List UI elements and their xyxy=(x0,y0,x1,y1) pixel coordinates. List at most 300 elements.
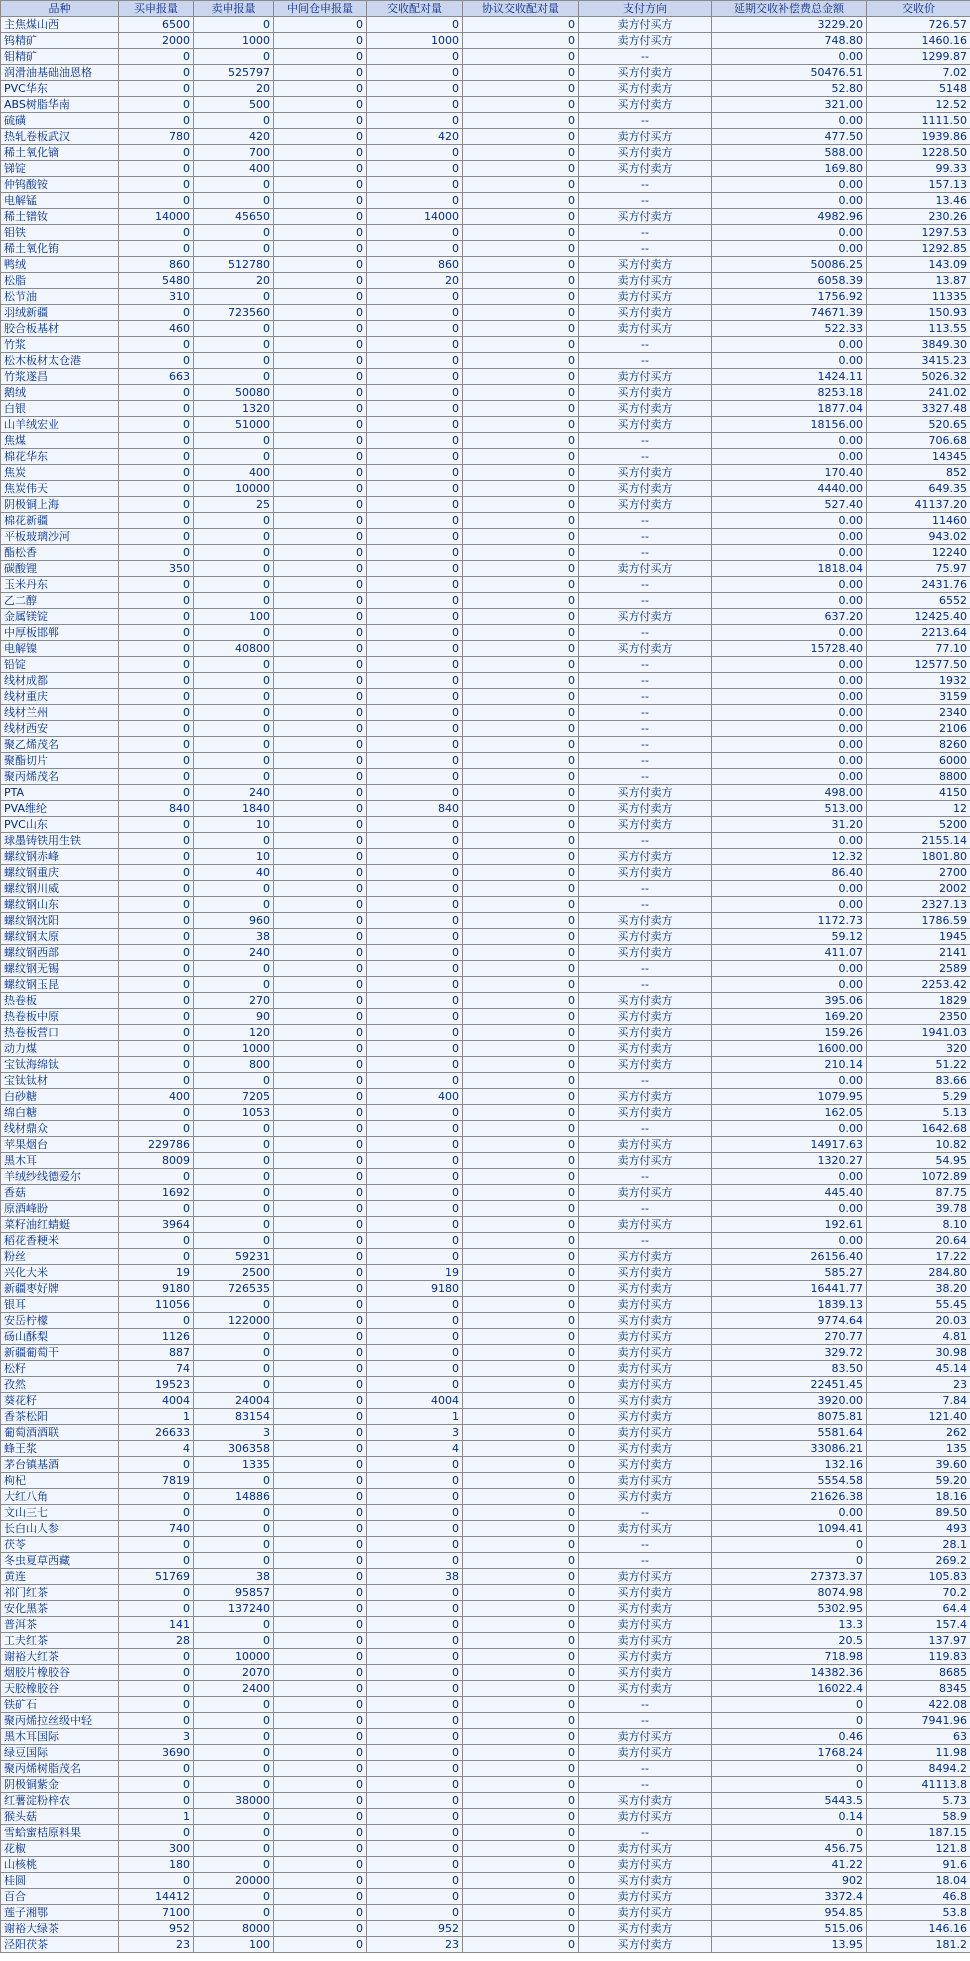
pay-direction-cell: -- xyxy=(579,1697,712,1713)
table-row xyxy=(1,1473,970,1489)
compensation-cell: 0.00 xyxy=(712,753,867,769)
delivery-price-cell: 143.09 xyxy=(867,257,970,273)
compensation-cell: 41.22 xyxy=(712,1857,867,1873)
buy-qty-cell: 0 xyxy=(119,193,194,209)
variety-cell: 电解锰 xyxy=(1,193,119,209)
table-row xyxy=(1,945,970,961)
variety-cell: 雪蛤蜜桔原料果 xyxy=(1,1825,119,1841)
mid-qty-cell: 0 xyxy=(274,1201,367,1217)
pay-direction-cell: -- xyxy=(579,769,712,785)
compensation-cell: 1424.11 xyxy=(712,369,867,385)
agreement-qty-cell: 0 xyxy=(463,513,579,529)
table-row xyxy=(1,1841,970,1857)
mid-qty-cell: 0 xyxy=(274,305,367,321)
compensation-cell: 0.00 xyxy=(712,113,867,129)
compensation-cell: 456.75 xyxy=(712,1841,867,1857)
pay-direction-cell: 卖方付买方 xyxy=(579,561,712,577)
variety-cell: 安化黑茶 xyxy=(1,1601,119,1617)
buy-qty-cell: 0 xyxy=(119,1553,194,1569)
match-qty-cell: 0 xyxy=(367,1041,463,1057)
variety-cell: 棉花华东 xyxy=(1,449,119,465)
delivery-price-cell: 121.8 xyxy=(867,1841,970,1857)
agreement-qty-cell: 0 xyxy=(463,1313,579,1329)
compensation-cell: 0.00 xyxy=(712,1121,867,1137)
delivery-price-cell: 1460.16 xyxy=(867,33,970,49)
buy-qty-cell: 0 xyxy=(119,481,194,497)
match-qty-cell: 9180 xyxy=(367,1281,463,1297)
buy-qty-cell: 6500 xyxy=(119,17,194,33)
table-row xyxy=(1,625,970,641)
compensation-cell: 16022.4 xyxy=(712,1681,867,1697)
compensation-cell: 0.00 xyxy=(712,1073,867,1089)
delivery-price-cell: 8494.2 xyxy=(867,1761,970,1777)
compensation-cell: 21626.38 xyxy=(712,1489,867,1505)
pay-direction-cell: 买方付卖方 xyxy=(579,817,712,833)
mid-qty-cell: 0 xyxy=(274,1233,367,1249)
buy-qty-cell: 0 xyxy=(119,897,194,913)
compensation-cell: 52.80 xyxy=(712,81,867,97)
variety-cell: 蜂王浆 xyxy=(1,1441,119,1457)
variety-cell: 羽绒新疆 xyxy=(1,305,119,321)
buy-qty-cell: 0 xyxy=(119,241,194,257)
delivery-price-cell: 53.8 xyxy=(867,1905,970,1921)
delivery-price-cell: 269.2 xyxy=(867,1553,970,1569)
delivery-price-cell: 4.81 xyxy=(867,1329,970,1345)
pay-direction-cell: 卖方付买方 xyxy=(579,1809,712,1825)
compensation-cell: 1079.95 xyxy=(712,1089,867,1105)
pay-direction-cell: -- xyxy=(579,1201,712,1217)
match-qty-cell: 0 xyxy=(367,1313,463,1329)
compensation-cell: 0.00 xyxy=(712,977,867,993)
buy-qty-cell: 0 xyxy=(119,305,194,321)
variety-cell: 螺纹钢无锡 xyxy=(1,961,119,977)
variety-cell: 红薯淀粉梓农 xyxy=(1,1793,119,1809)
table-row xyxy=(1,1505,970,1521)
agreement-qty-cell: 0 xyxy=(463,881,579,897)
pay-direction-cell: 买方付卖方 xyxy=(579,305,712,321)
mid-qty-cell: 0 xyxy=(274,1073,367,1089)
buy-qty-cell: 0 xyxy=(119,1025,194,1041)
mid-qty-cell: 0 xyxy=(274,641,367,657)
agreement-qty-cell: 0 xyxy=(463,1761,579,1777)
mid-qty-cell: 0 xyxy=(274,881,367,897)
agreement-qty-cell: 0 xyxy=(463,1073,579,1089)
variety-cell: 碳酸锂 xyxy=(1,561,119,577)
compensation-cell: 0.00 xyxy=(712,593,867,609)
agreement-qty-cell: 0 xyxy=(463,1409,579,1425)
compensation-cell: 0.14 xyxy=(712,1809,867,1825)
pay-direction-cell: 卖方付买方 xyxy=(579,1425,712,1441)
pay-direction-cell: 卖方付买方 xyxy=(579,1905,712,1921)
delivery-price-cell: 20.64 xyxy=(867,1233,970,1249)
agreement-qty-cell: 0 xyxy=(463,1265,579,1281)
buy-qty-cell: 2000 xyxy=(119,33,194,49)
table-row xyxy=(1,1889,970,1905)
variety-cell: 润滑油基础油恩格 xyxy=(1,65,119,81)
pay-direction-cell: -- xyxy=(579,689,712,705)
buy-qty-cell: 0 xyxy=(119,977,194,993)
compensation-cell: 527.40 xyxy=(712,497,867,513)
pay-direction-cell: -- xyxy=(579,177,712,193)
match-qty-cell: 952 xyxy=(367,1921,463,1937)
pay-direction-cell: 买方付卖方 xyxy=(579,81,712,97)
delivery-price-cell: 1786.59 xyxy=(867,913,970,929)
table-row xyxy=(1,737,970,753)
agreement-qty-cell: 0 xyxy=(463,1777,579,1793)
sell-qty-cell: 0 xyxy=(194,1745,274,1761)
buy-qty-cell: 740 xyxy=(119,1521,194,1537)
table-row xyxy=(1,481,970,497)
table-row xyxy=(1,849,970,865)
variety-cell: 焦煤 xyxy=(1,433,119,449)
table-row xyxy=(1,1537,970,1553)
variety-cell: 螺纹钢西部 xyxy=(1,945,119,961)
variety-cell: 绿豆国际 xyxy=(1,1745,119,1761)
table-row xyxy=(1,65,970,81)
mid-qty-cell: 0 xyxy=(274,209,367,225)
agreement-qty-cell: 0 xyxy=(463,1377,579,1393)
mid-qty-cell: 0 xyxy=(274,1793,367,1809)
delivery-price-cell: 2431.76 xyxy=(867,577,970,593)
table-row xyxy=(1,1025,970,1041)
buy-qty-cell: 0 xyxy=(119,433,194,449)
variety-cell: 苹果烟台 xyxy=(1,1137,119,1153)
buy-qty-cell: 0 xyxy=(119,1873,194,1889)
sell-qty-cell: 270 xyxy=(194,993,274,1009)
buy-qty-cell: 0 xyxy=(119,1601,194,1617)
variety-cell: 文山三七 xyxy=(1,1505,119,1521)
pay-direction-cell: 卖方付买方 xyxy=(579,1889,712,1905)
variety-cell: 线材成都 xyxy=(1,673,119,689)
table-row xyxy=(1,1089,970,1105)
agreement-qty-cell: 0 xyxy=(463,929,579,945)
pay-direction-cell: -- xyxy=(579,1169,712,1185)
mid-qty-cell: 0 xyxy=(274,817,367,833)
match-qty-cell: 0 xyxy=(367,1841,463,1857)
variety-cell: 螺纹钢川威 xyxy=(1,881,119,897)
mid-qty-cell: 0 xyxy=(274,865,367,881)
buy-qty-cell: 0 xyxy=(119,545,194,561)
compensation-cell: 718.98 xyxy=(712,1649,867,1665)
compensation-cell: 0 xyxy=(712,1697,867,1713)
agreement-qty-cell: 0 xyxy=(463,1329,579,1345)
variety-cell: 枸杞 xyxy=(1,1473,119,1489)
sell-qty-cell: 0 xyxy=(194,337,274,353)
compensation-cell: 0.00 xyxy=(712,49,867,65)
mid-qty-cell: 0 xyxy=(274,497,367,513)
match-qty-cell: 0 xyxy=(367,1489,463,1505)
table-row xyxy=(1,705,970,721)
match-qty-cell: 0 xyxy=(367,193,463,209)
delivery-price-cell: 20.03 xyxy=(867,1313,970,1329)
buy-qty-cell: 3964 xyxy=(119,1217,194,1233)
table-row xyxy=(1,1585,970,1601)
match-qty-cell: 3 xyxy=(367,1425,463,1441)
delivery-price-cell: 18.16 xyxy=(867,1489,970,1505)
compensation-cell: 9774.64 xyxy=(712,1313,867,1329)
buy-qty-cell: 7819 xyxy=(119,1473,194,1489)
table-row xyxy=(1,897,970,913)
pay-direction-cell: -- xyxy=(579,705,712,721)
pay-direction-cell: 买方付卖方 xyxy=(579,1441,712,1457)
mid-qty-cell: 0 xyxy=(274,353,367,369)
compensation-cell: 588.00 xyxy=(712,145,867,161)
agreement-qty-cell: 0 xyxy=(463,1681,579,1697)
agreement-qty-cell: 0 xyxy=(463,241,579,257)
agreement-qty-cell: 0 xyxy=(463,1489,579,1505)
agreement-qty-cell: 0 xyxy=(463,257,579,273)
delivery-price-cell: 2141 xyxy=(867,945,970,961)
table-row xyxy=(1,1313,970,1329)
delivery-price-cell: 422.08 xyxy=(867,1697,970,1713)
match-qty-cell: 0 xyxy=(367,593,463,609)
delivery-price-cell: 28.1 xyxy=(867,1537,970,1553)
match-qty-cell: 0 xyxy=(367,1553,463,1569)
compensation-cell: 8074.98 xyxy=(712,1585,867,1601)
delivery-price-cell: 58.9 xyxy=(867,1809,970,1825)
delivery-price-cell: 2213.64 xyxy=(867,625,970,641)
buy-qty-cell: 0 xyxy=(119,1505,194,1521)
pay-direction-cell: -- xyxy=(579,593,712,609)
pay-direction-cell: 买方付卖方 xyxy=(579,145,712,161)
delivery-price-cell: 150.93 xyxy=(867,305,970,321)
delivery-price-cell: 5148 xyxy=(867,81,970,97)
mid-qty-cell: 0 xyxy=(274,17,367,33)
compensation-cell: 15728.40 xyxy=(712,641,867,657)
buy-qty-cell: 0 xyxy=(119,1105,194,1121)
agreement-qty-cell: 0 xyxy=(463,1441,579,1457)
sell-qty-cell: 0 xyxy=(194,1905,274,1921)
agreement-qty-cell: 0 xyxy=(463,1137,579,1153)
compensation-cell: 27373.37 xyxy=(712,1569,867,1585)
mid-qty-cell: 0 xyxy=(274,465,367,481)
buy-qty-cell: 3 xyxy=(119,1729,194,1745)
delivery-price-cell: 12425.40 xyxy=(867,609,970,625)
delivery-price-cell: 135 xyxy=(867,1441,970,1457)
pay-direction-cell: 买方付卖方 xyxy=(579,1489,712,1505)
mid-qty-cell: 0 xyxy=(274,449,367,465)
sell-qty-cell: 0 xyxy=(194,689,274,705)
match-qty-cell: 0 xyxy=(367,97,463,113)
buy-qty-cell: 0 xyxy=(119,1073,194,1089)
agreement-qty-cell: 0 xyxy=(463,1153,579,1169)
variety-cell: 线材西安 xyxy=(1,721,119,737)
match-qty-cell: 0 xyxy=(367,689,463,705)
buy-qty-cell: 0 xyxy=(119,401,194,417)
variety-cell: 百合 xyxy=(1,1889,119,1905)
delivery-price-cell: 649.35 xyxy=(867,481,970,497)
match-qty-cell: 840 xyxy=(367,801,463,817)
pay-direction-cell: 买方付卖方 xyxy=(579,1281,712,1297)
match-qty-cell: 0 xyxy=(367,1825,463,1841)
buy-qty-cell: 0 xyxy=(119,737,194,753)
buy-qty-cell: 0 xyxy=(119,529,194,545)
delivery-price-cell: 77.10 xyxy=(867,641,970,657)
mid-qty-cell: 0 xyxy=(274,433,367,449)
agreement-qty-cell: 0 xyxy=(463,561,579,577)
mid-qty-cell: 0 xyxy=(274,481,367,497)
buy-qty-cell: 74 xyxy=(119,1361,194,1377)
buy-qty-cell: 0 xyxy=(119,97,194,113)
match-qty-cell: 0 xyxy=(367,721,463,737)
agreement-qty-cell: 0 xyxy=(463,1745,579,1761)
match-qty-cell: 0 xyxy=(367,641,463,657)
variety-cell: 菜籽油红蜻蜓 xyxy=(1,1217,119,1233)
pay-direction-cell: 买方付卖方 xyxy=(579,1249,712,1265)
mid-qty-cell: 0 xyxy=(274,1713,367,1729)
delivery-price-cell: 38.20 xyxy=(867,1281,970,1297)
compensation-cell: 0.00 xyxy=(712,449,867,465)
delivery-price-cell: 1292.85 xyxy=(867,241,970,257)
sell-qty-cell: 306358 xyxy=(194,1441,274,1457)
variety-cell: PVC山东 xyxy=(1,817,119,833)
match-qty-cell: 0 xyxy=(367,737,463,753)
sell-qty-cell: 0 xyxy=(194,1697,274,1713)
pay-direction-cell: 卖方付买方 xyxy=(579,33,712,49)
pay-direction-cell: -- xyxy=(579,225,712,241)
delivery-price-cell: 113.55 xyxy=(867,321,970,337)
compensation-cell: 395.06 xyxy=(712,993,867,1009)
match-qty-cell: 0 xyxy=(367,1009,463,1025)
variety-cell: 热卷板营口 xyxy=(1,1025,119,1041)
match-qty-cell: 0 xyxy=(367,881,463,897)
variety-cell: 普洱茶 xyxy=(1,1617,119,1633)
table-row xyxy=(1,337,970,353)
mid-qty-cell: 0 xyxy=(274,33,367,49)
compensation-cell: 0.00 xyxy=(712,225,867,241)
buy-qty-cell: 0 xyxy=(119,1313,194,1329)
match-qty-cell: 0 xyxy=(367,1473,463,1489)
match-qty-cell: 19 xyxy=(367,1265,463,1281)
mid-qty-cell: 0 xyxy=(274,1585,367,1601)
buy-qty-cell: 0 xyxy=(119,1009,194,1025)
sell-qty-cell: 3 xyxy=(194,1425,274,1441)
compensation-cell: 5554.58 xyxy=(712,1473,867,1489)
match-qty-cell: 1000 xyxy=(367,33,463,49)
buy-qty-cell: 14000 xyxy=(119,209,194,225)
delivery-price-cell: 706.68 xyxy=(867,433,970,449)
match-qty-cell: 400 xyxy=(367,1089,463,1105)
pay-direction-cell: 卖方付买方 xyxy=(579,273,712,289)
agreement-qty-cell: 0 xyxy=(463,673,579,689)
sell-qty-cell: 14886 xyxy=(194,1489,274,1505)
pay-direction-cell: -- xyxy=(579,337,712,353)
variety-cell: 松节油 xyxy=(1,289,119,305)
sell-qty-cell: 1840 xyxy=(194,801,274,817)
delivery-price-cell: 11335 xyxy=(867,289,970,305)
sell-qty-cell: 0 xyxy=(194,721,274,737)
buy-qty-cell: 952 xyxy=(119,1921,194,1937)
compensation-cell: 169.80 xyxy=(712,161,867,177)
pay-direction-cell: 买方付卖方 xyxy=(579,1041,712,1057)
match-qty-cell: 0 xyxy=(367,369,463,385)
compensation-cell: 0.00 xyxy=(712,545,867,561)
sell-qty-cell: 45650 xyxy=(194,209,274,225)
table-row xyxy=(1,225,970,241)
delivery-price-cell: 8800 xyxy=(867,769,970,785)
match-qty-cell: 14000 xyxy=(367,209,463,225)
sell-qty-cell: 240 xyxy=(194,945,274,961)
table-row xyxy=(1,305,970,321)
header-variety: 品种 xyxy=(1,1,119,17)
table-row xyxy=(1,1761,970,1777)
mid-qty-cell: 0 xyxy=(274,625,367,641)
buy-qty-cell: 0 xyxy=(119,113,194,129)
table-row xyxy=(1,401,970,417)
buy-qty-cell: 0 xyxy=(119,1665,194,1681)
variety-cell: 铁矿石 xyxy=(1,1697,119,1713)
match-qty-cell: 0 xyxy=(367,1457,463,1473)
match-qty-cell: 0 xyxy=(367,945,463,961)
sell-qty-cell: 0 xyxy=(194,177,274,193)
pay-direction-cell: 买方付卖方 xyxy=(579,1409,712,1425)
variety-cell: 天胶橡胶谷 xyxy=(1,1681,119,1697)
mid-qty-cell: 0 xyxy=(274,177,367,193)
match-qty-cell: 0 xyxy=(367,1681,463,1697)
compensation-cell: 0.00 xyxy=(712,769,867,785)
match-qty-cell: 0 xyxy=(367,753,463,769)
sell-qty-cell: 0 xyxy=(194,1713,274,1729)
table-row xyxy=(1,1665,970,1681)
pay-direction-cell: 买方付卖方 xyxy=(579,97,712,113)
pay-direction-cell: -- xyxy=(579,353,712,369)
mid-qty-cell: 0 xyxy=(274,1569,367,1585)
buy-qty-cell: 0 xyxy=(119,929,194,945)
match-qty-cell: 0 xyxy=(367,49,463,65)
mid-qty-cell: 0 xyxy=(274,1185,367,1201)
match-qty-cell: 20 xyxy=(367,273,463,289)
variety-cell: 猴头菇 xyxy=(1,1809,119,1825)
compensation-cell: 0.00 xyxy=(712,689,867,705)
delivery-price-cell: 1945 xyxy=(867,929,970,945)
agreement-qty-cell: 0 xyxy=(463,1569,579,1585)
table-row xyxy=(1,289,970,305)
delivery-price-cell: 187.15 xyxy=(867,1825,970,1841)
pay-direction-cell: -- xyxy=(579,241,712,257)
delivery-price-cell: 63 xyxy=(867,1729,970,1745)
match-qty-cell: 0 xyxy=(367,321,463,337)
buy-qty-cell: 0 xyxy=(119,49,194,65)
sell-qty-cell: 0 xyxy=(194,449,274,465)
agreement-qty-cell: 0 xyxy=(463,353,579,369)
match-qty-cell: 0 xyxy=(367,65,463,81)
buy-qty-cell: 0 xyxy=(119,993,194,1009)
pay-direction-cell: 卖方付买方 xyxy=(579,289,712,305)
agreement-qty-cell: 0 xyxy=(463,497,579,513)
variety-cell: 线材兰州 xyxy=(1,705,119,721)
compensation-cell: 8253.18 xyxy=(712,385,867,401)
variety-cell: 中厚板邯郸 xyxy=(1,625,119,641)
sell-qty-cell: 0 xyxy=(194,1361,274,1377)
variety-cell: 线材鼎众 xyxy=(1,1121,119,1137)
compensation-cell: 637.20 xyxy=(712,609,867,625)
table-row xyxy=(1,817,970,833)
buy-qty-cell: 0 xyxy=(119,833,194,849)
variety-cell: 山羊绒宏业 xyxy=(1,417,119,433)
buy-qty-cell: 141 xyxy=(119,1617,194,1633)
mid-qty-cell: 0 xyxy=(274,1537,367,1553)
buy-qty-cell: 14412 xyxy=(119,1889,194,1905)
buy-qty-cell: 0 xyxy=(119,1585,194,1601)
agreement-qty-cell: 0 xyxy=(463,17,579,33)
agreement-qty-cell: 0 xyxy=(463,1617,579,1633)
sell-qty-cell: 40800 xyxy=(194,641,274,657)
table-row xyxy=(1,1169,970,1185)
header-mid-qty: 中间仓申报量 xyxy=(274,1,367,17)
variety-cell: 松木板材太仓港 xyxy=(1,353,119,369)
variety-cell: 聚酯切片 xyxy=(1,753,119,769)
variety-cell: 大红八角 xyxy=(1,1489,119,1505)
